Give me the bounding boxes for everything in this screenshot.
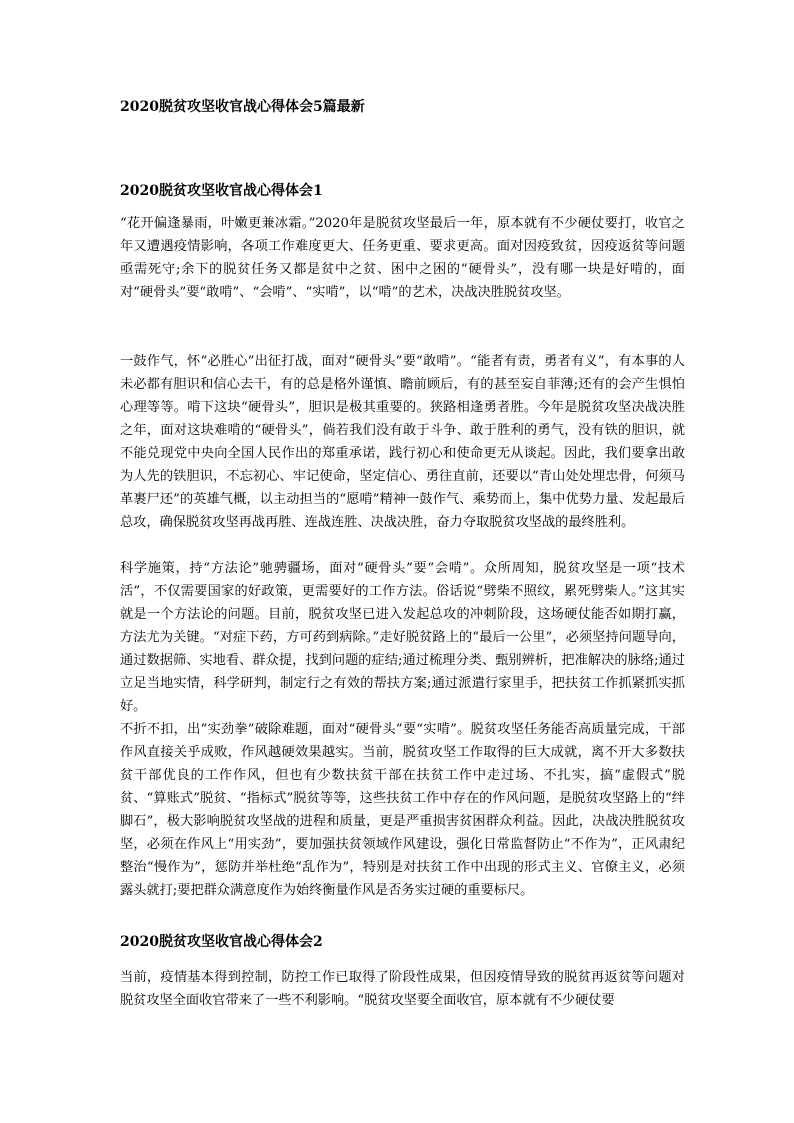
document-title: 2020脱贫攻坚收官战心得体会5篇最新 [120, 99, 365, 115]
section-1-paragraph-2: 一鼓作气，怀“必胜心”出征打战，面对“硬骨头”要“敢啃”。“能者有责，勇者有义”，有本事的人未必都有胆识和信心去干，有的总是格外谨慎、瞻前顾后，有的甚至妄自菲薄;还有的会产生惧怕心理等等。啃下这块“硬骨头”，胆识是极其重要的。狭路相逢勇者胜。今年是脱贫攻坚决战决胜之年，面对这块难啃的“硬骨头”，倘若我们没有敢于斗争、敢于胜利的勇气，没有铁的胆识，就不能兑现党中央向全国人民作出的郑重承诺，践行初心和使命更无从谈起。因此，我们要拿出敢为人先的铁胆识，不忘初心、牢记使命，坚定信心、勇往直前，还要以“青山处处埋忠骨，何须马革裹尸还”的英雄气概，以主动担当的“愿啃”精神一鼓作气、乘势而上，集中优势力量、发起最后总攻，确保脱贫攻坚再战再胜、连战连胜、决战决胜，奋力夺取脱贫攻坚战的最终胜利。 [120, 354, 685, 530]
section-2-paragraph-1: 当前，疫情基本得到控制，防控工作已取得了阶段性成果，但因疫情导致的脱贫再返贫等问题对脱贫攻坚全面收官带来了一些不利影响。“脱贫攻坚要全面收官，原本就有不少硬仗要 [120, 970, 685, 1008]
section-1-paragraph-4: 不折不扣，出“实劲拳”破除难题，面对“硬骨头”要“实啃”。脱贫攻坚任务能否高质量完成，干部作风直接关乎成败，作风越硬效果越实。当前，脱贫攻坚工作取得的巨大成就，离不开大多数扶贫干部优良的工作作风，但也有少数扶贫干部在扶贫工作中走过场、不扎实，搞“虚假式”脱贫、“算账式”脱贫、“指标式”脱贫等等，这些扶贫工作中存在的作风问题，是脱贫攻坚路上的“绊脚石”，极大影响脱贫攻坚战的进程和质量，更是严重损害贫困群众利益。因此，决战决胜脱贫攻坚，必须在作风上“用实劲”，要加强扶贫领域作风建设，强化日常监督防止“不作为”，正风肃纪整治“慢作为”，惩防并举杜绝“乱作为”，特别是对扶贫工作中出现的形式主义、官僚主义，必须露头就打;要把群众满意度作为始终衡量作风是否务实过硬的重要标尺。 [120, 722, 685, 898]
section-heading-1: 2020脱贫攻坚收官战心得体会1 [120, 183, 323, 199]
section-1-paragraph-3: 科学施策，持“方法论”驰骋疆场，面对“硬骨头”要“会啃”。众所周知，脱贫攻坚是一项“技术活”，不仅需要国家的好政策，更需要好的工作方法。俗话说“劈柴不照纹，累死劈柴人。”这其实就是一个方法论的问题。目前，脱贫攻坚已进入发起总攻的冲刺阶段，这场硬仗能否如期打赢，方法尤为关键。“对症下药，方可药到病除。”走好脱贫路上的“最后一公里”，必须坚持问题导向，通过数据筛、实地看、群众提，找到问题的症结;通过梳理分类、甄别辨析，把准解决的脉络;通过立足当地实情，科学研判，制定行之有效的帮扶方案;通过派遣行家里手，把扶贫工作抓紧抓实抓好。 [120, 561, 685, 714]
section-heading-2: 2020脱贫攻坚收官战心得体会2 [120, 934, 323, 950]
section-1-paragraph-1: “花开偏逢暴雨，叶嫩更兼冰霜。”2020年是脱贫攻坚最后一年，原本就有不少硬仗要打，收官之年又遭遇疫情影响，各项工作难度更大、任务更重、要求更高。面对因疫致贫，因疫返贫等问题亟需死守;余下的脱贫任务又都是贫中之贫、困中之困的“硬骨头”，没有哪一块是好啃的，面对“硬骨头”要“敢啃”、“会啃”、“实啃”，以“啃”的艺术，决战决胜脱贫攻坚。 [120, 216, 685, 300]
